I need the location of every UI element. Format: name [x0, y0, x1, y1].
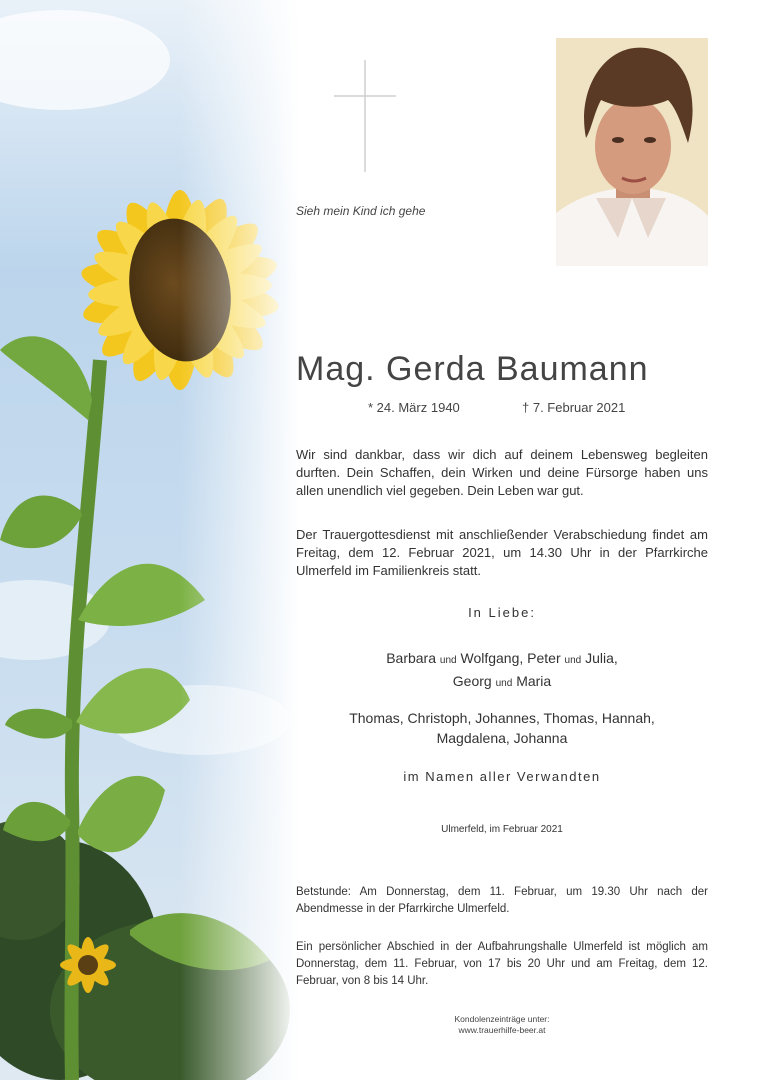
- conjunction: und: [439, 655, 457, 666]
- conjunction: und: [495, 678, 513, 689]
- tribute-paragraph: Wir sind dankbar, dass wir dich auf deinem Lebensweg begleiten durften. Dein Schaffen, dein Wirken und deine Fürsorge haben uns allen unendlich viel gegeben. Dein Leben war gut.: [296, 447, 708, 498]
- prayer-paragraph: Betstunde: Am Donnerstag, dem 11. Februar, um 19.30 Uhr nach der Abendmesse in der Pfarrkirche Ulmerfeld.: [296, 886, 708, 915]
- condolence-label: Kondolenzeinträge unter:: [454, 1014, 550, 1024]
- service-paragraph: Der Trauergottesdienst mit anschließender Verabschiedung findet am Freitag, dem 12. Februar 2021, um 14.30 Uhr in der Pfarrkirche Ulmerfeld im Familienkreis statt.: [296, 527, 708, 578]
- mourner-name: Maria: [516, 673, 552, 689]
- mourner-name: Julia,: [585, 650, 618, 666]
- mourner-name: Georg: [452, 673, 492, 689]
- mourner-name: Wolfgang, Peter: [460, 650, 561, 666]
- family-members: [296, 648, 708, 694]
- relatives-line: im Namen aller Verwandten: [403, 769, 601, 784]
- portrait-photo: [556, 38, 708, 266]
- cross-icon: [334, 60, 396, 172]
- sunflower-image: [0, 0, 300, 1080]
- mourner-name: Barbara: [386, 650, 437, 666]
- grandchildren: [296, 708, 708, 748]
- birth-date: * 24. März 1940: [368, 400, 460, 415]
- motto-text: Sieh mein Kind ich gehe: [296, 204, 426, 218]
- grandchildren-line: Thomas, Christoph, Johannes, Thomas, Hannah,: [349, 710, 655, 726]
- condolence-info: [296, 1014, 708, 1036]
- conjunction: und: [564, 655, 582, 666]
- condolence-link[interactable]: www.trauerhilfe-beer.at: [458, 1025, 546, 1035]
- grandchildren-line: Magdalena, Johanna: [436, 730, 568, 746]
- deceased-name: Mag. Gerda Baumann: [296, 350, 649, 388]
- place-date: Ulmerfeld, im Februar 2021: [441, 824, 563, 835]
- death-date: † 7. Februar 2021: [522, 400, 626, 415]
- viewing-paragraph: Ein persönlicher Abschied in der Aufbahrungshalle Ulmerfeld ist möglich am Donnerstag, dem 11. Februar, von 17 bis 20 Uhr und am Freitag, dem 12. Februar, von 8 bis 14 Uhr.: [296, 941, 708, 987]
- in-love-heading: In Liebe:: [468, 605, 536, 620]
